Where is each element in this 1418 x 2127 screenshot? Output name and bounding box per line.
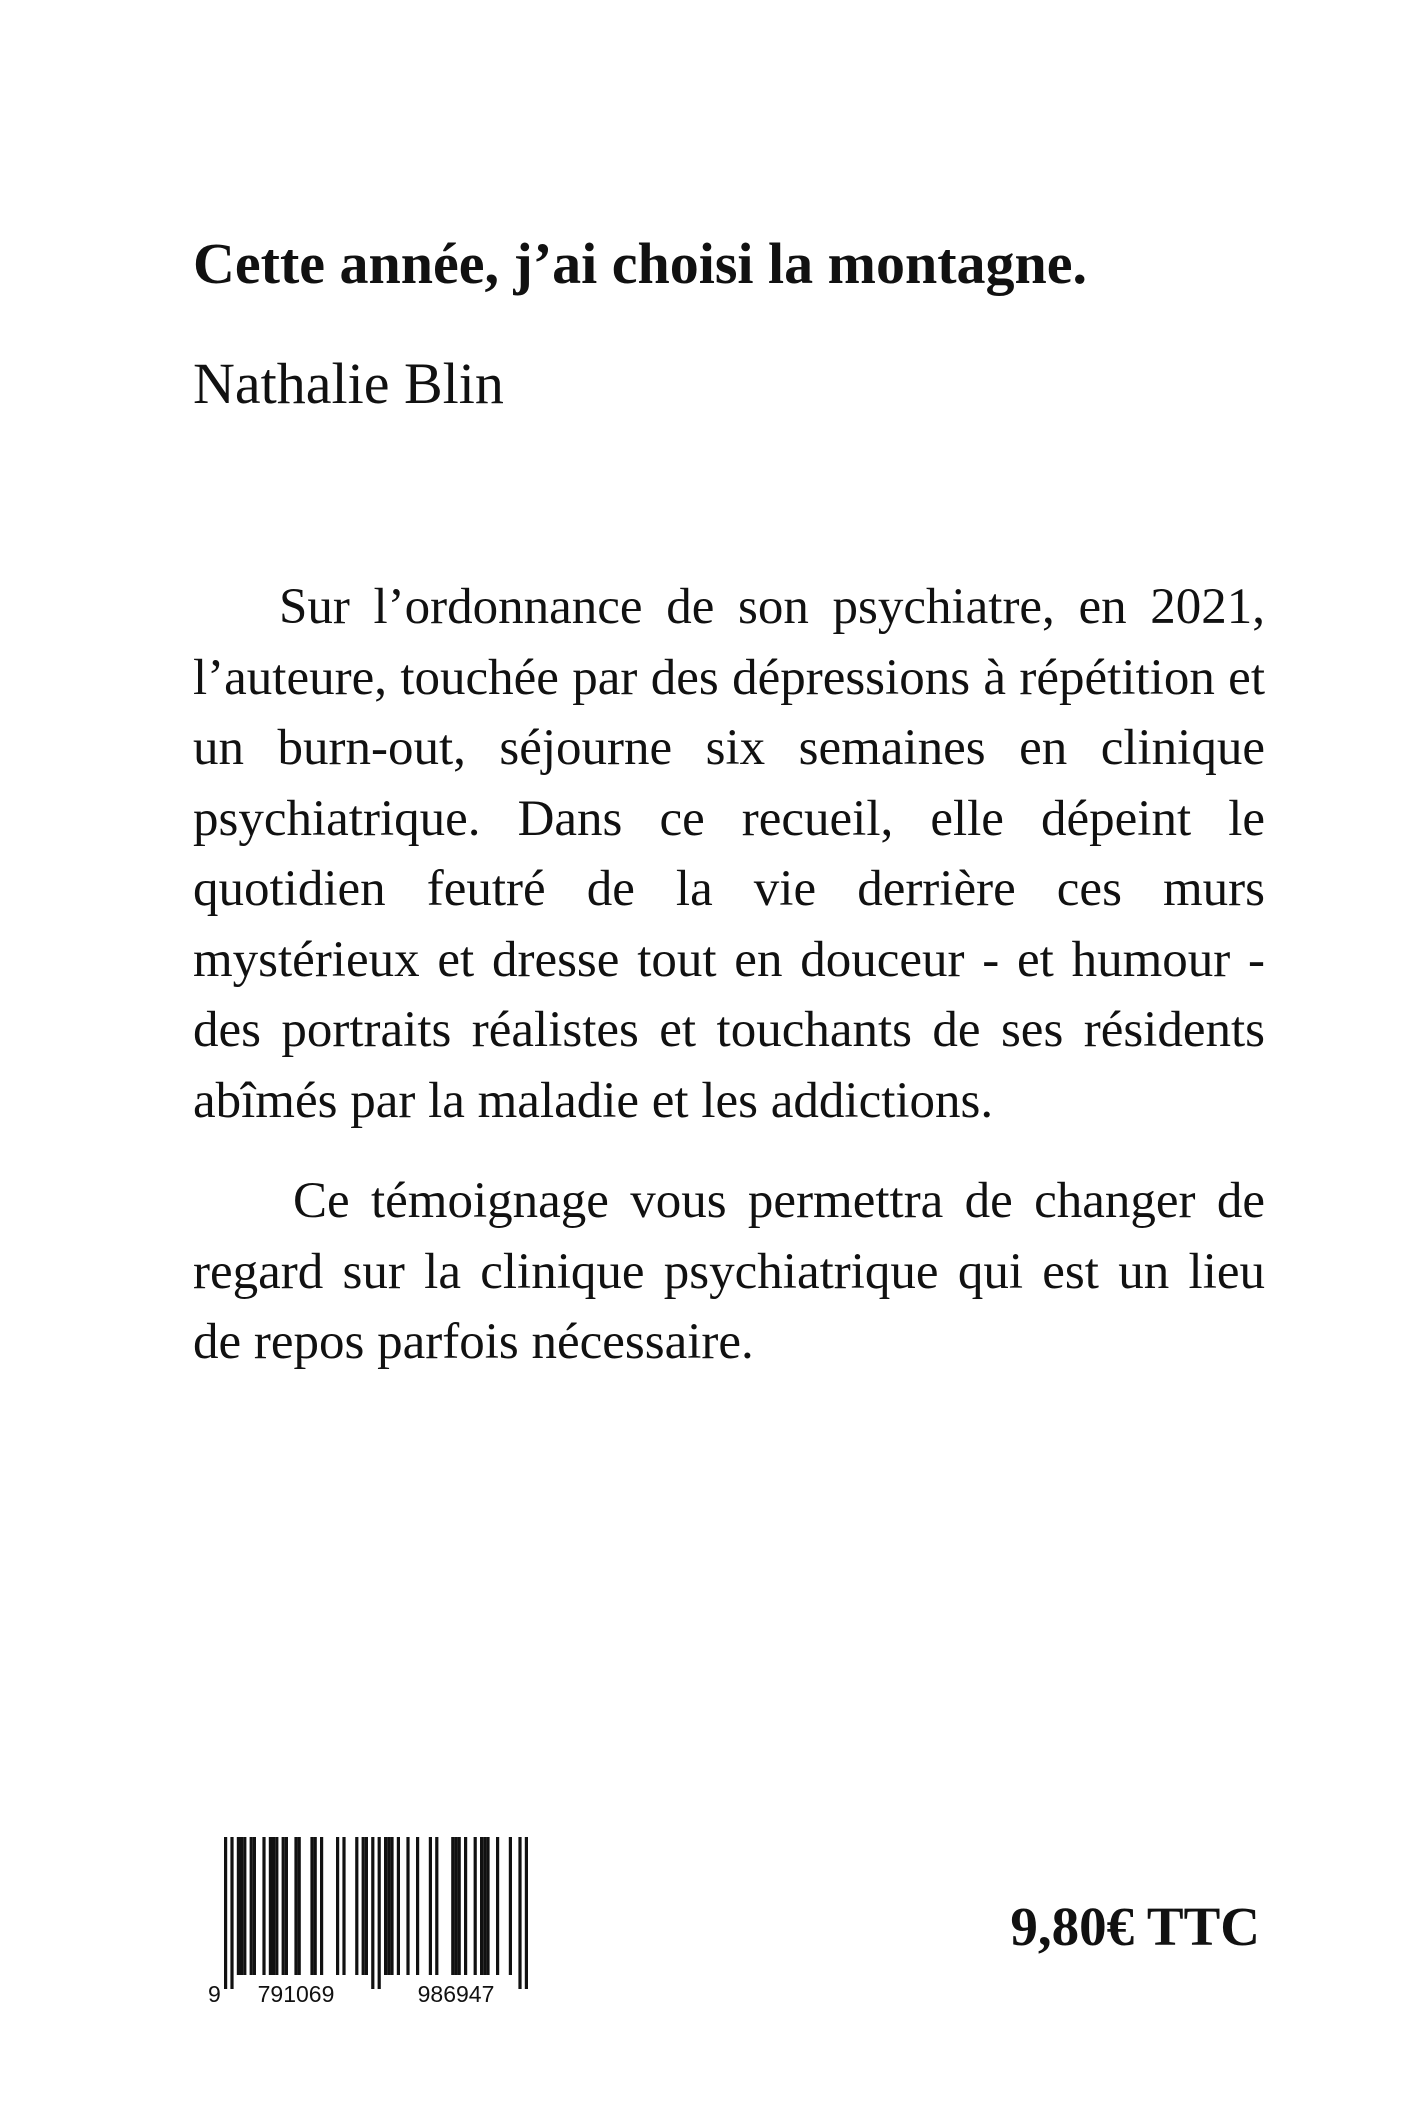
barcode-bar [458,1837,461,1975]
barcode-guard-bar [224,1837,227,1989]
barcode-bar [406,1837,409,1975]
barcode-bar [342,1837,345,1975]
barcode-bar [336,1837,339,1975]
barcode-bar [387,1837,390,1975]
barcode-bar [250,1837,253,1975]
barcode-bar [365,1837,368,1975]
barcode-bar [384,1837,387,1975]
barcode-bar [435,1837,438,1975]
barcode-bar [454,1837,457,1975]
barcode-right-digits: 986947 [417,1981,495,2007]
barcode-bar [486,1837,489,1975]
author-name: Nathalie Blin [193,351,504,416]
barcode-bar [355,1837,358,1975]
barcode-bar [282,1837,285,1975]
back-cover-blurb [193,572,1265,1378]
barcode-guard-bar [371,1837,374,1989]
barcode-bar [275,1837,278,1975]
barcode-guard-bar [518,1837,521,1989]
blurb-paragraph-2: Ce témoignage vous permettra de changer de regard sur la clinique psychiatrique qui est un lieu de repos parfois nécessaire. [193,1173,1265,1370]
barcode-bar [253,1837,256,1975]
isbn-barcode [200,1833,544,2009]
barcode-graphic [200,1833,544,2009]
barcode-bar [509,1837,512,1975]
barcode-bar [298,1837,301,1975]
barcode-bar [294,1837,297,1975]
barcode-bar [429,1837,432,1975]
barcode-first-digit: 9 [208,1981,221,2007]
barcode-bar [416,1837,419,1975]
barcode-bar [496,1837,499,1975]
barcode-bar [390,1837,393,1975]
blurb-paragraph-1: Sur l’ordonnance de son psychiatre, en 2021, l’auteure, touchée par des dépressions à répétition et un burn-out, séjourne six semaines en clinique psychiatrique. Dans ce recueil, elle dépeint le quotidien feutré de la vie derrière ces murs mystérieux et dresse tout en douceur - et humour - des portraits réalistes et touchants de ses résidents abîmés par la maladie et les addictions. [193,579,1265,1129]
barcode-bar [285,1837,288,1975]
barcode-guard-bar [525,1837,528,1989]
barcode-bar [240,1837,243,1975]
barcode-bar [464,1837,467,1975]
book-title: Cette année, j’ai choisi la montagne. [193,231,1088,296]
barcode-bar [480,1837,483,1975]
price-label: 9,80€ TTC [1010,1896,1260,1957]
barcode-bar [483,1837,486,1975]
barcode-bar [310,1837,313,1975]
barcode-bar [451,1837,454,1975]
barcode-bar [397,1837,400,1975]
barcode-bar [474,1837,477,1975]
barcode-bar [262,1837,265,1975]
barcode-bar [362,1837,365,1975]
barcode-guard-bar [230,1837,233,1989]
barcode-left-digits: 791069 [257,1981,335,2007]
barcode-bar [314,1837,317,1975]
barcode-bar [237,1837,240,1975]
barcode-bar [269,1837,272,1975]
barcode-bar [243,1837,246,1975]
barcode-guard-bar [378,1837,381,1989]
barcode-bar [320,1837,323,1975]
barcode-bar [272,1837,275,1975]
